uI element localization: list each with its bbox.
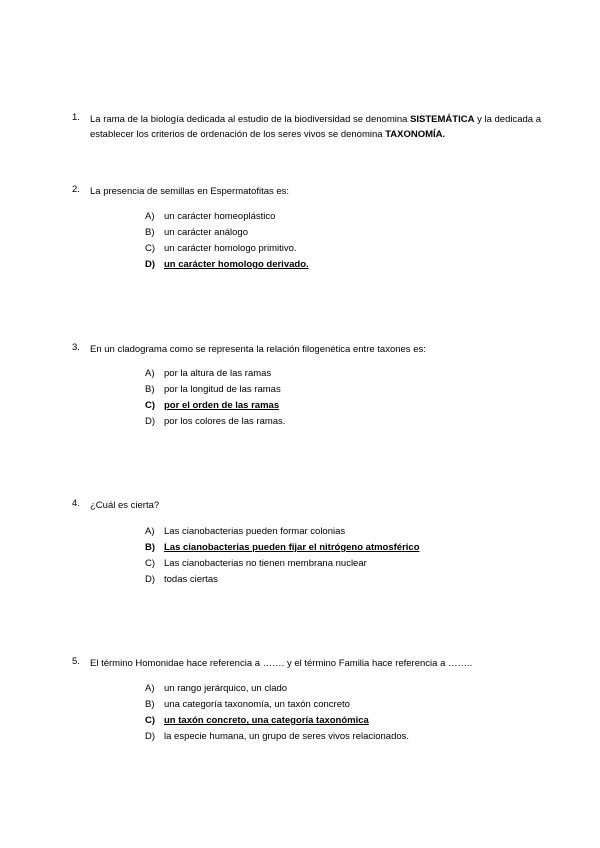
option-2b: B) un carácter análogo	[145, 227, 248, 238]
term-sistematica: SISTEMÁTICA	[410, 114, 475, 125]
question-text: La presencia de semillas en Espermatofitas es:	[90, 186, 290, 197]
option-3a: A) por la altura de las ramas	[145, 368, 272, 379]
question-text: En un cladograma como se representa la relación filogenética entre taxones es:	[90, 344, 426, 355]
option-4d: D) todas ciertas	[145, 574, 218, 585]
option-5b: B) una categoría taxonomía, un taxón concreto	[145, 699, 350, 710]
option-5c-correct: C) un taxón concreto, una categoría taxonómica	[145, 715, 369, 726]
option-4c: C) Las cianobacterias no tienen membrana nuclear	[145, 558, 367, 569]
option-3d: D) por los colores de las ramas.	[145, 416, 286, 427]
option-2c: C) un carácter homologo primitivo.	[145, 243, 297, 254]
question-text: ¿Cuál es cierta?	[90, 500, 160, 511]
option-5d: D) la especie humana, un grupo de seres vivos relacionados.	[145, 731, 410, 742]
question-number: 4.	[72, 498, 80, 509]
question-number: 3.	[72, 342, 80, 353]
question-number: 5.	[72, 656, 80, 667]
term-taxonomia: TAXONOMÍA.	[385, 129, 446, 140]
option-4b-correct: B) Las cianobacterias pueden fijar el nitrógeno atmosférico	[145, 542, 420, 553]
option-2d-correct: D) un carácter homologo derivado.	[145, 259, 309, 270]
option-3b: B) por la longitud de las ramas	[145, 384, 281, 395]
question-number: 2.	[72, 184, 80, 195]
question-number: 1.	[72, 112, 80, 123]
question-text: La rama de la biología dedicada al estudio de la biodiversidad se denomina SISTEMÁTICA y la dedicada a establecer los criterios de ordenación de los seres vivos se denomina TAXONOMÍA.	[90, 114, 541, 140]
option-2a: A) un carácter homeoplástico	[145, 211, 276, 222]
question-text: El término Homonidae hace referencia a ……. y el término Familia hace referencia a ……..	[90, 658, 473, 669]
option-3c-correct: C) por el orden de las ramas	[145, 400, 280, 411]
option-5a: A) un rango jerárquico, un clado	[145, 683, 288, 694]
option-4a: A) Las cianobacterias pueden formar colonias	[145, 526, 346, 537]
